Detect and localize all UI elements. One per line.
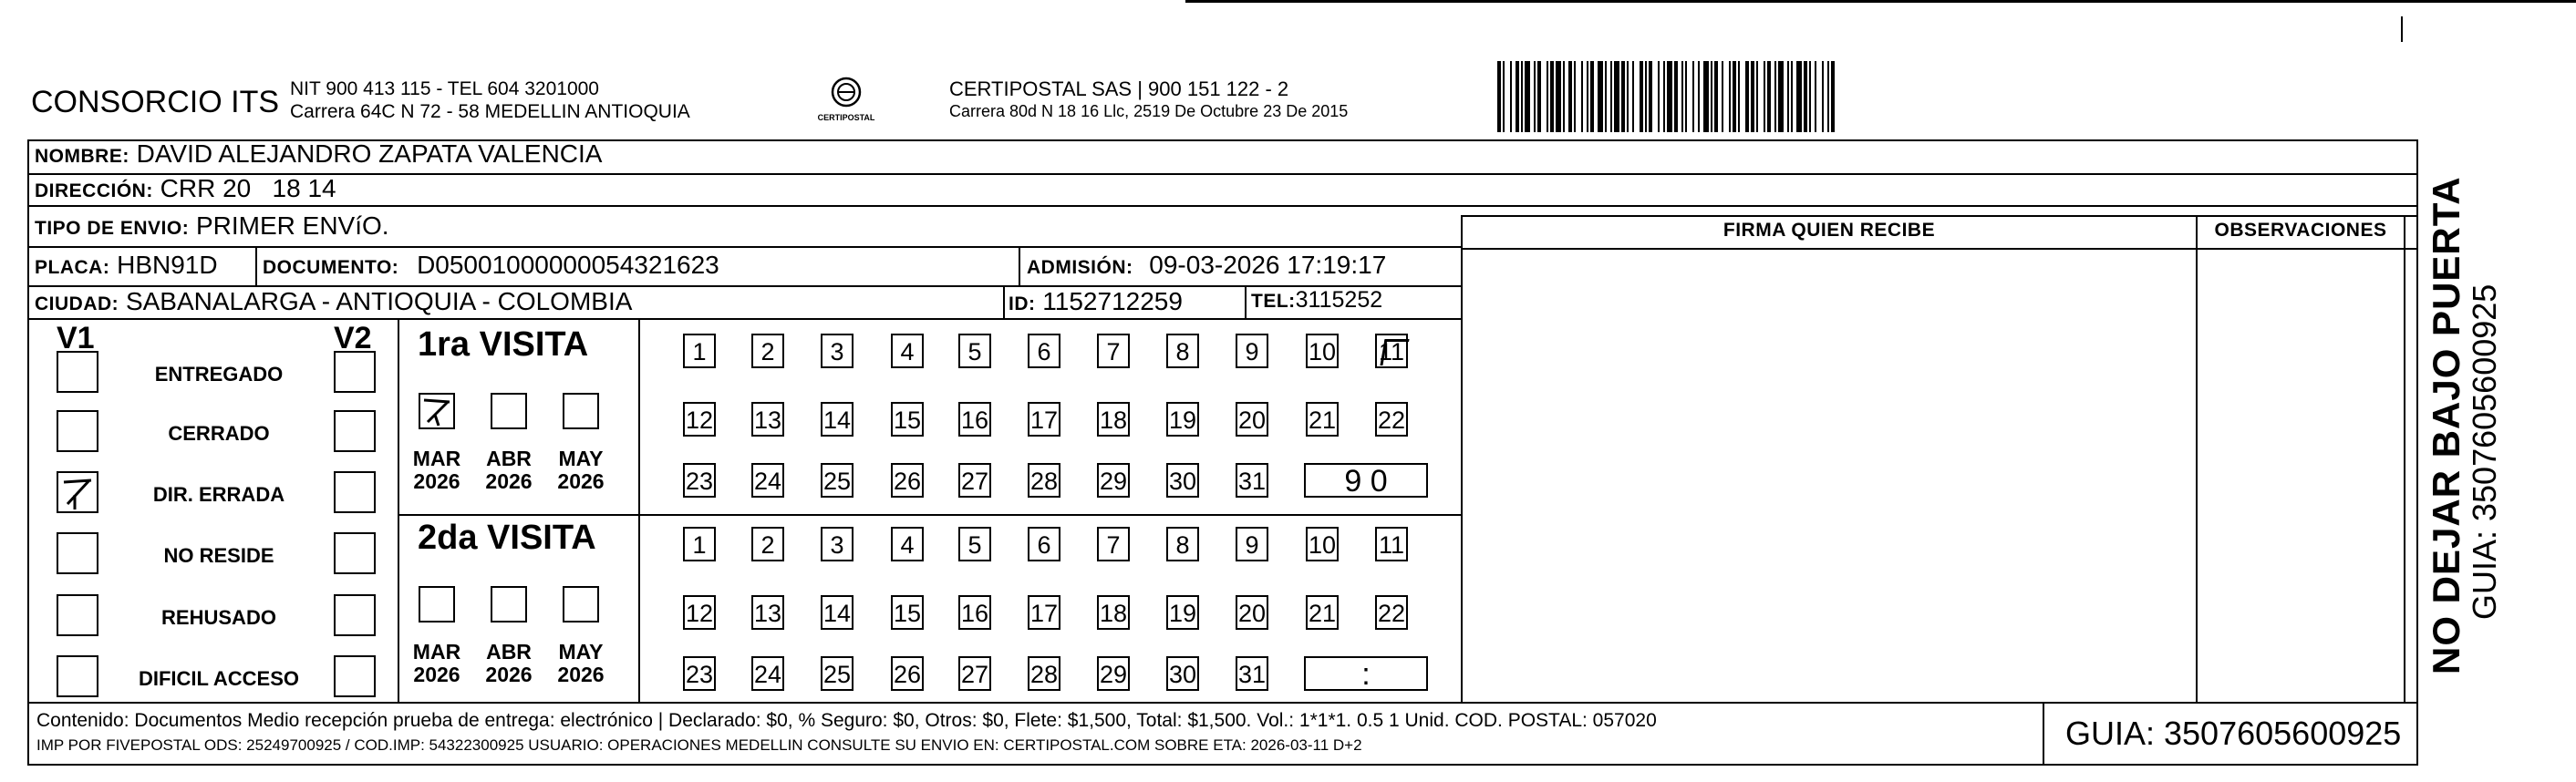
v2-checkbox[interactable] xyxy=(334,471,376,513)
day-box[interactable]: 11 xyxy=(1375,527,1408,561)
side-guia: GUIA: 3507605600925 xyxy=(2466,283,2503,620)
barcode-bar xyxy=(1627,61,1629,132)
day-box[interactable]: 14 xyxy=(821,595,853,630)
company-name: CONSORCIO ITS xyxy=(31,85,280,119)
month-name: MAY xyxy=(558,447,604,470)
status-label: NO RESIDE xyxy=(163,544,274,567)
barcode-bar xyxy=(1568,61,1572,132)
barcode-bar xyxy=(1525,61,1530,132)
barcode-bar xyxy=(1510,61,1512,132)
footer-content: Contenido: Documentos Medio recepción prueba de entrega: electrónico | Declarado: $0, % Seguro: $0, Otros: $0, Flete: $1,500, Total: $1,500. Vol.: 1*1*1. 0.5 1 Unid. COD. POSTAL: 057020 xyxy=(36,710,1657,731)
day-box[interactable]: 17 xyxy=(1028,402,1060,437)
barcode-bar xyxy=(1640,61,1643,132)
side-text xyxy=(2426,176,2502,674)
barcode-bar xyxy=(1503,61,1505,132)
visit-title: 1ra VISITA xyxy=(418,325,589,364)
day-box[interactable]: 29 xyxy=(1097,463,1130,498)
barcode-bar xyxy=(1537,61,1541,132)
barcode-bar xyxy=(1764,61,1765,132)
month-checkbox[interactable] xyxy=(419,393,455,429)
month-label xyxy=(481,641,536,686)
barcode-bar xyxy=(1534,61,1536,132)
barcode-bar xyxy=(1581,61,1583,132)
month-checkbox[interactable] xyxy=(419,586,455,623)
firma-header: FIRMA QUIEN RECIBE xyxy=(1723,220,1936,241)
day-box[interactable]: 12 xyxy=(683,402,716,437)
v2-checkbox[interactable] xyxy=(334,351,376,393)
barcode-bar xyxy=(1521,61,1523,132)
day-box[interactable]: 20 xyxy=(1236,402,1268,437)
barcode-bar xyxy=(1791,61,1793,132)
day-box[interactable]: 18 xyxy=(1097,595,1130,630)
id-row xyxy=(1009,287,1183,316)
day-box[interactable]: 18 xyxy=(1097,402,1130,437)
footer-imp: IMP POR FIVEPOSTAL ODS: 25249700925 / COD.IMP: 54322300925 USUARIO: OPERACIONES MEDELLIN CONSULTE SU ENVIO EN: CERTIPOSTAL.COM SOBRE ETA: 2026-03-11 D+2 xyxy=(36,736,1362,754)
col-rule-tel xyxy=(1245,285,1247,318)
barcode-bar xyxy=(1547,61,1548,132)
day-box[interactable]: 4 xyxy=(891,334,924,368)
month-label xyxy=(553,641,608,686)
col-rule-obs xyxy=(2196,215,2198,702)
nombre-label: NOMBRE: xyxy=(35,146,129,167)
tipo-row xyxy=(35,211,389,241)
admision-label: ADMISIÓN: xyxy=(1027,257,1133,278)
v1-checkbox[interactable] xyxy=(57,594,98,636)
row-rule-3 xyxy=(27,246,1461,248)
day-box[interactable]: 15 xyxy=(891,595,924,630)
barcode-bar xyxy=(1658,61,1660,132)
barcode-bar xyxy=(1745,61,1749,132)
observaciones-header: OBSERVACIONES xyxy=(2214,220,2387,241)
barcode-bar xyxy=(1685,61,1687,132)
barcode-bar xyxy=(1809,61,1811,132)
direccion-value: CRR 20 18 14 xyxy=(160,174,336,202)
tel-row xyxy=(1251,287,1382,314)
day-box[interactable]: 26 xyxy=(891,656,924,691)
day-box[interactable]: 17 xyxy=(1028,595,1060,630)
barcode-bar xyxy=(1692,61,1694,132)
month-checkbox[interactable] xyxy=(563,393,599,429)
day-box[interactable]: 23 xyxy=(683,463,716,498)
day-box[interactable]: 12 xyxy=(683,595,716,630)
day-box[interactable]: 16 xyxy=(958,595,991,630)
day-box[interactable]: 29 xyxy=(1097,656,1130,691)
v2-checkbox[interactable] xyxy=(334,594,376,636)
barcode-bar xyxy=(1756,61,1758,132)
month-year: 2026 xyxy=(485,469,533,493)
check-mark-icon xyxy=(58,473,97,511)
certipostal-address: Carrera 80d N 18 16 Llc, 2519 De Octubre 23 De 2015 xyxy=(949,102,1349,120)
documento-label: DOCUMENTO: xyxy=(263,257,399,278)
month-label xyxy=(481,448,536,493)
barcode-bar xyxy=(1714,61,1718,132)
row-rule-visits xyxy=(398,514,1461,516)
barcode-bar xyxy=(1645,61,1647,132)
barcode-bar xyxy=(1574,61,1576,132)
day-box[interactable]: 27 xyxy=(958,656,991,691)
barcode-bar xyxy=(1563,61,1565,132)
barcode-bar xyxy=(1674,61,1678,132)
placa-row xyxy=(35,251,218,280)
day-box[interactable]: 7 xyxy=(1097,334,1130,368)
day-box[interactable]: 21 xyxy=(1306,402,1339,437)
day-box[interactable]: 30 xyxy=(1166,656,1199,691)
col-rule-status xyxy=(398,318,399,702)
barcode-bar xyxy=(1831,61,1835,132)
certipostal-info xyxy=(949,77,1348,121)
month-year: 2026 xyxy=(485,663,533,686)
barcode-bar xyxy=(1556,61,1561,132)
barcode-bar xyxy=(1767,61,1771,132)
placa-value: HBN91D xyxy=(117,251,218,279)
time-box[interactable]: 9 0 xyxy=(1304,463,1428,498)
day-mark-icon xyxy=(1380,339,1409,365)
admision-value: 09-03-2026 17:19:17 xyxy=(1149,251,1387,279)
barcode-bar xyxy=(1711,61,1712,132)
barcode-bar xyxy=(1663,61,1665,132)
logo-icon xyxy=(828,76,864,108)
month-year: 2026 xyxy=(413,663,460,686)
row-rule-3b xyxy=(1461,215,2418,217)
day-box[interactable]: 13 xyxy=(751,595,784,630)
barcode-bar xyxy=(1550,61,1554,132)
no-dejar-notice: NO DEJAR BAJO PUERTA xyxy=(2425,176,2467,674)
month-checkbox[interactable] xyxy=(563,586,599,623)
month-label xyxy=(409,448,464,493)
tel-label: TEL: xyxy=(1251,291,1296,312)
row-rule-footer xyxy=(27,702,2418,704)
status-label: DIR. ERRADA xyxy=(152,483,285,506)
barcode-bar xyxy=(1614,61,1619,132)
corner-tick xyxy=(2401,16,2403,42)
month-name: ABR xyxy=(486,447,532,470)
barcode-bar xyxy=(1733,61,1736,132)
day-box[interactable]: 2 xyxy=(751,334,784,368)
day-box[interactable]: 19 xyxy=(1166,595,1199,630)
row-rule-5 xyxy=(27,318,1461,320)
v2-checkbox[interactable] xyxy=(334,532,376,574)
day-box[interactable]: 2 xyxy=(751,527,784,561)
day-box[interactable]: 22 xyxy=(1375,595,1408,630)
barcode-bar xyxy=(1827,61,1829,132)
day-box[interactable]: 9 xyxy=(1236,334,1268,368)
barcode-bar xyxy=(1598,61,1603,132)
v1-checkbox[interactable] xyxy=(57,410,98,452)
company-address: Carrera 64C N 72 - 58 MEDELLIN ANTIOQUIA xyxy=(290,101,690,122)
day-box[interactable]: 23 xyxy=(683,656,716,691)
day-box[interactable]: 11 xyxy=(1375,334,1408,368)
day-box[interactable]: 22 xyxy=(1375,402,1408,437)
company-info xyxy=(290,77,690,123)
day-box[interactable]: 5 xyxy=(958,334,991,368)
barcode-bar xyxy=(1822,61,1824,132)
day-box[interactable]: 15 xyxy=(891,402,924,437)
row-rule-1 xyxy=(27,173,2418,175)
barcode-bar xyxy=(1621,61,1625,132)
month-label xyxy=(409,641,464,686)
day-box[interactable]: 25 xyxy=(821,656,853,691)
day-box[interactable]: 14 xyxy=(821,402,853,437)
day-box[interactable]: 13 xyxy=(751,402,784,437)
status-label: DIFICIL ACCESO xyxy=(138,667,299,690)
check-mark-icon xyxy=(420,395,453,427)
admision-row xyxy=(1027,251,1386,280)
day-box[interactable]: 10 xyxy=(1306,334,1339,368)
day-box[interactable]: 1 xyxy=(683,527,716,561)
certipostal-logo xyxy=(810,76,883,127)
col-rule-right xyxy=(2404,215,2405,702)
day-box[interactable]: 1 xyxy=(683,334,716,368)
barcode-bar xyxy=(1632,61,1634,132)
month-year: 2026 xyxy=(557,663,605,686)
barcode-bar xyxy=(1796,61,1802,132)
barcode-bar xyxy=(1667,61,1672,132)
month-name: ABR xyxy=(486,640,532,664)
barcode-bar xyxy=(1590,61,1594,132)
day-box[interactable]: 31 xyxy=(1236,463,1268,498)
month-name: MAY xyxy=(558,640,604,664)
v1-checkbox[interactable] xyxy=(57,351,98,393)
v2-checkbox[interactable] xyxy=(334,410,376,452)
barcode-bar xyxy=(1774,61,1776,132)
direccion-row xyxy=(35,174,336,203)
v1-checkbox[interactable] xyxy=(57,471,98,513)
ciudad-value: SABANALARGA - ANTIOQUIA - COLOMBIA xyxy=(125,287,633,315)
direccion-label: DIRECCIÓN: xyxy=(35,180,153,201)
visit-title: 2da VISITA xyxy=(418,519,596,557)
ciudad-row xyxy=(35,287,632,316)
v1-checkbox[interactable] xyxy=(57,532,98,574)
row-rule-3c xyxy=(1461,248,2418,250)
barcode-bar xyxy=(1804,61,1807,132)
day-box[interactable]: 5 xyxy=(958,527,991,561)
col-rule-footer-guia xyxy=(2043,702,2044,766)
day-box[interactable]: 8 xyxy=(1166,334,1199,368)
month-checkbox[interactable] xyxy=(491,586,527,623)
barcode-bar xyxy=(1787,61,1789,132)
day-box[interactable]: 21 xyxy=(1306,595,1339,630)
day-box[interactable]: 26 xyxy=(891,463,924,498)
day-box[interactable]: 9 xyxy=(1236,527,1268,561)
day-box[interactable]: 24 xyxy=(751,656,784,691)
nombre-value: DAVID ALEJANDRO ZAPATA VALENCIA xyxy=(136,139,603,168)
tipo-value: PRIMER ENVíO. xyxy=(195,211,389,240)
barcode-bar xyxy=(1587,61,1588,132)
col-rule-firma xyxy=(1461,215,1463,702)
day-box[interactable]: 3 xyxy=(821,527,853,561)
month-label xyxy=(553,448,608,493)
col-rule-id xyxy=(1003,285,1005,318)
day-box[interactable]: 10 xyxy=(1306,527,1339,561)
day-box[interactable]: 16 xyxy=(958,402,991,437)
day-box[interactable]: 19 xyxy=(1166,402,1199,437)
col-rule-placa xyxy=(255,248,257,286)
month-year: 2026 xyxy=(413,469,460,493)
day-box[interactable]: 3 xyxy=(821,334,853,368)
tipo-label: TIPO DE ENVIO: xyxy=(35,218,190,239)
day-box[interactable]: 4 xyxy=(891,527,924,561)
barcode-bar xyxy=(1751,61,1754,132)
company-nit: NIT 900 413 115 - TEL 604 3201000 xyxy=(290,78,599,99)
barcode-bar xyxy=(1698,61,1700,132)
certipostal-nit: CERTIPOSTAL SAS | 900 151 122 - 2 xyxy=(949,77,1289,100)
v1-header: V1 xyxy=(57,321,95,355)
barcode-bar xyxy=(1610,61,1612,132)
barcode-bar xyxy=(1722,61,1723,132)
col-rule-months xyxy=(638,318,640,702)
row-rule-2 xyxy=(27,205,2418,207)
status-label: ENTREGADO xyxy=(154,363,284,386)
status-label: CERRADO xyxy=(168,422,270,445)
barcode-bar xyxy=(1681,61,1683,132)
documento-row xyxy=(263,251,719,280)
barcode-bar xyxy=(1516,61,1519,132)
barcode-bar xyxy=(1729,61,1731,132)
day-box[interactable]: 30 xyxy=(1166,463,1199,498)
day-box[interactable]: 8 xyxy=(1166,527,1199,561)
barcode-bar xyxy=(1778,61,1784,132)
day-box[interactable]: 6 xyxy=(1028,334,1060,368)
day-box[interactable]: 6 xyxy=(1028,527,1060,561)
month-year: 2026 xyxy=(557,469,605,493)
id-label: ID: xyxy=(1009,293,1036,314)
v2-header: V2 xyxy=(334,321,372,355)
v2-checkbox[interactable] xyxy=(334,655,376,697)
tel-value: 3115252 xyxy=(1295,287,1383,313)
day-box[interactable]: 27 xyxy=(958,463,991,498)
barcode-bar xyxy=(1605,61,1607,132)
barcode xyxy=(1495,61,2225,132)
documento-value: D05001000000054321623 xyxy=(417,251,719,279)
day-box[interactable]: 28 xyxy=(1028,463,1060,498)
day-box[interactable]: 28 xyxy=(1028,656,1060,691)
barcode-bar xyxy=(1703,61,1709,132)
month-name: MAR xyxy=(412,640,461,664)
barcode-bar xyxy=(1738,61,1740,132)
top-rule xyxy=(1185,0,2576,3)
day-box[interactable]: 24 xyxy=(751,463,784,498)
day-box[interactable]: 31 xyxy=(1236,656,1268,691)
day-box[interactable]: 25 xyxy=(821,463,853,498)
id-value: 1152712259 xyxy=(1042,287,1183,315)
nombre-row xyxy=(35,139,603,169)
barcode-bar xyxy=(1649,61,1652,132)
footer-guia: GUIA: 3507605600925 xyxy=(2065,715,2402,752)
barcode-bar xyxy=(1815,61,1816,132)
v1-checkbox[interactable] xyxy=(57,655,98,697)
month-name: MAR xyxy=(412,447,461,470)
barcode-bar xyxy=(1497,61,1501,132)
placa-label: PLACA: xyxy=(35,257,110,278)
col-rule-admision xyxy=(1019,248,1020,286)
ciudad-label: CIUDAD: xyxy=(35,293,119,314)
time-box[interactable]: : xyxy=(1304,656,1428,691)
status-label: REHUSADO xyxy=(161,606,276,629)
day-box[interactable]: 7 xyxy=(1097,527,1130,561)
logo-text: CERTIPOSTAL xyxy=(817,113,875,122)
month-checkbox[interactable] xyxy=(491,393,527,429)
day-box[interactable]: 20 xyxy=(1236,595,1268,630)
